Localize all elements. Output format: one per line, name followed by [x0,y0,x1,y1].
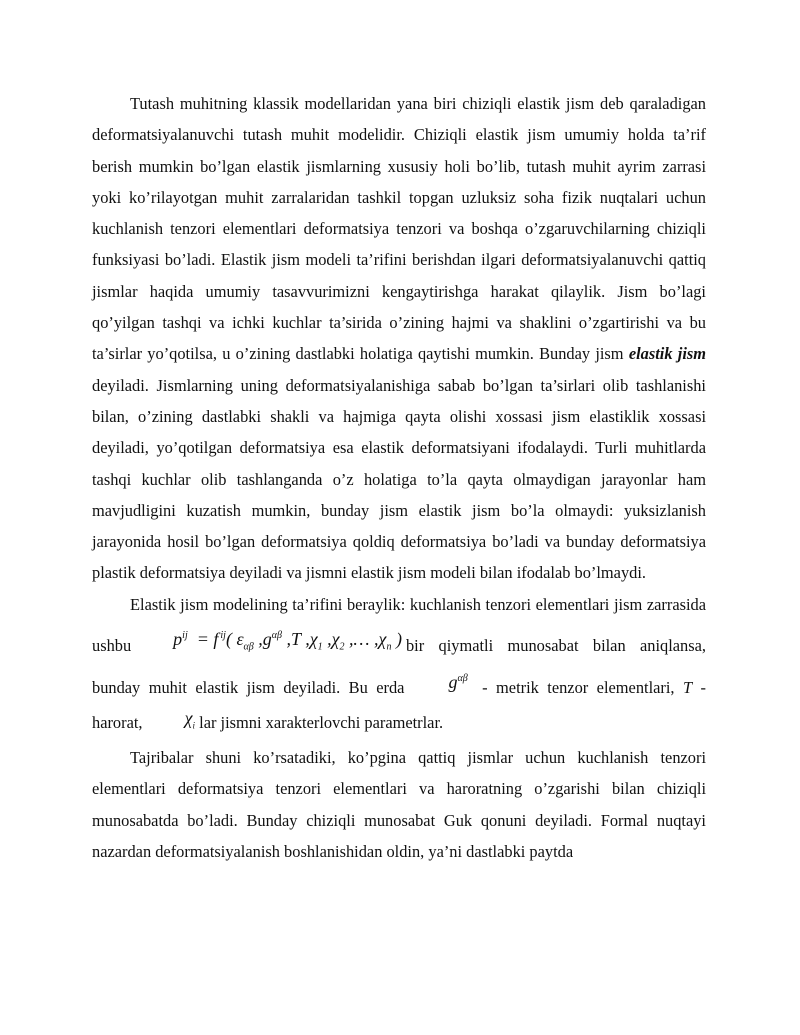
paragraph-2-text-d: - harorat, [92,677,706,733]
paragraph-1-text-b: deyiladi. Jismlarning uning deformatsiyalanishiga sabab bo’lgan ta’sirlari olib tashlanishi bilan, o’zining dastlabki shakli va hajmiga qayta olishi xossasi jism elastiklik xossasi deyiladi, yo’qotilgan deformatsiya esa elastik deformatsiyani ifodalaydi. Turli muhitlarda tashqi kuchlar olib tashlanganda o’z holatiga to’la qayta olmaydigan jarayonlar ham mavjudligini kuzatish mumkin, bunday jism elastik jism bo’la olmaydi: yuksizlanish jarayonida hosil bo’lgan deformatsiya qoldiq deformatsiya bo’ladi va bunday deformatsiya plastik deformatsiya deyiladi va jismni elastik jism modeli bilan ifodalab bo’lmaydi. [92,375,706,583]
paragraph-2-text-c: - metrik tenzor elementlari, [473,677,683,697]
paragraph-1-text-a: Tutash muhitning klassik modellaridan yana biri chiziqli elastik jism deb qaraladigan deformatsiyalanuvchi tutash muhit modelidir. Chiziqli elastik jism umumiy holda ta’rif berish mumkin bo’lgan elastik jismlarning xususiy holi bo’lib, tutash muhit ayrim zarrasi yoki ko’rilayotgan muhit zarralaridan tashkil topgan uzluksiz soha fizik nuqtalari uchun kuchlanish tenzori elementlari deformatsiya tenzori va boshqa o’zgaruvchilarning chiziqli funksiyasi bo’ladi. Elastik jism modeli ta’rifini berishdan ilgari deformatsiyalanuvchi qattiq jismlar haqida umumiy tasavvurimizni kengaytirishga harakat qilaylik. Jism bo’lagi qo’yilgan tashqi va ichki kuchlar ta’sirida o’zining hajmi va shaklini o’zgartirishi va bu ta’sirlar yo’qotilsa, u o’zining dastlabki holatiga qaytishi mumkin. Bunday jism [92,94,706,364]
formula-metric-tensor: $g^{\alpha\beta}$ [448,671,468,692]
paragraph-1 [92,88,706,589]
paragraph-2-text-e: lar jismni xarakterlovchi parametrlar. [199,713,444,733]
term-elastik-jism: elastik jism [628,344,706,364]
formula-stress-function: $p^{ij} = f$ $^{ij}$( $\varepsilon_{\alpha\beta}$ $,g^{\alpha\beta}$ ,T $,\chi_1$ $,\chi_2$ ,… $,\chi_n$ ) [173,629,402,653]
document-page [92,88,706,867]
symbol-temperature: T [682,677,693,697]
formula-chi-i: $\chi_i$ [184,708,196,731]
paragraph-2 [92,589,706,742]
paragraph-3: Tajribalar shuni ko’rsatadiki, ko’pgina qattiq jismlar uchun kuchlanish tenzori elementlari deformatsiya tenzori elementlari va haroratning o’zgarishi bilan chiziqli munosabatda bo’ladi. Bunday chiziqli munosabat Guk qonuni deyiladi. Formal nuqtayi nazardan deformatsiyalanish boshlanishidan oldin, ya’ni dastlabki paytda [92,748,706,862]
paragraph-2-text-a: Elastik jism modelining ta’rifini beraylik: kuchlanish tenzori elementlari jism zarrasida ushbu [92,594,706,656]
paragraph-2-text-b: bir qiymatli munosabat bilan aniqlansa, bunday muhit elastik jism deyiladi. Bu erda [92,636,706,697]
